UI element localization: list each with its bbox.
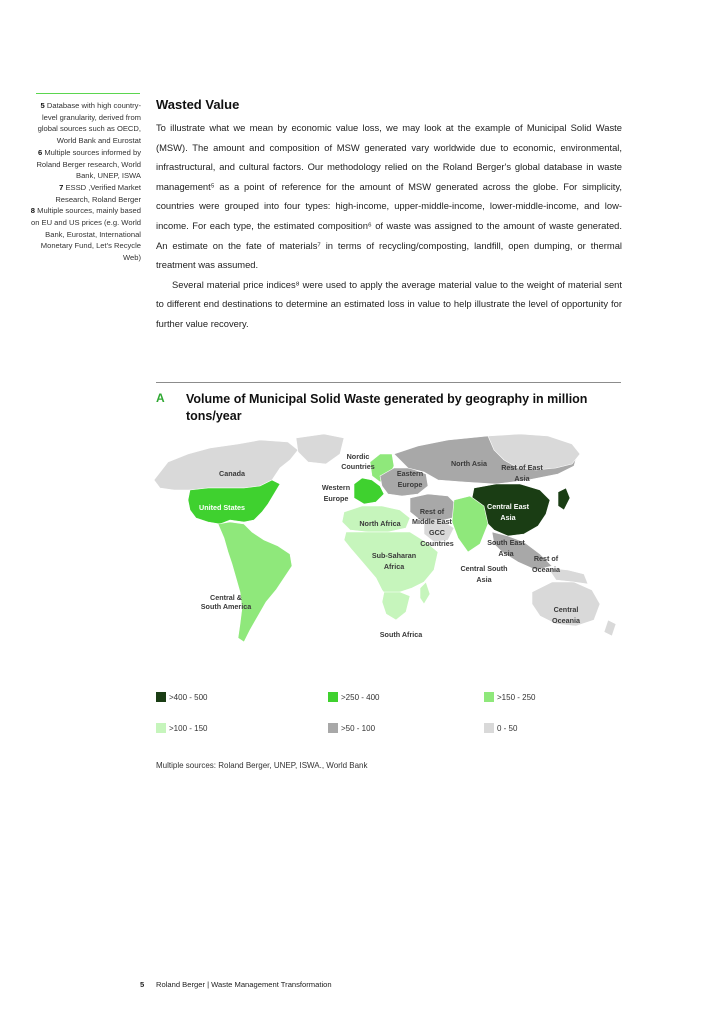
page-footer: [140, 980, 332, 989]
label-western-europe-2: Europe: [323, 494, 349, 503]
label-gcc-2: Countries: [420, 539, 454, 548]
legend-swatch: [328, 723, 338, 733]
label-central-east-asia-2: Asia: [500, 513, 516, 522]
map-legend: [156, 692, 626, 742]
label-central-east-asia-1: Central East: [487, 502, 529, 511]
legend-item-50-100: >50 - 100: [328, 723, 375, 733]
sidenote-8: 8 Multiple sources, mainly based on EU and US prices (e.g. World Bank, Eurostat, International Monetary Fund, Let's Recycle Web): [30, 206, 141, 263]
label-rest-oceania-2: Oceania: [532, 565, 560, 574]
page-number: 5: [140, 980, 145, 989]
label-sub-saharan-africa-2: Africa: [383, 562, 405, 571]
legend-item-400-500: >400 - 500: [156, 692, 207, 702]
paragraph-1: To illustrate what we mean by economic value loss, we may look at the example of Municipal Solid Waste (MSW). The amount and composition of MSW generated vary worldwide due to economic, environmental, infrastructural, and cultural factors. Our methodology relied on the Roland Berger's global database in waste management⁵ as a point of reference for the amount of MSW generated across the globe. For simplicity, countries were grouped into four types: high-income, upper-middle-income, lower-middle-income, and low-income. For each type, the estimated composition⁶ of waste was assigned to the amount of waste generated. An estimate on the fate of materials⁷ in terms of recycling/composting, landfill, open dumping, or thermal treatment was assumed.: [156, 122, 622, 271]
label-canada: Canada: [219, 469, 245, 478]
label-north-africa: North Africa: [359, 519, 401, 528]
region-madagascar: [420, 582, 430, 604]
label-nordic-2: Countries: [341, 462, 375, 471]
label-central-oceania-2: Oceania: [552, 616, 580, 625]
legend-item-0-50: 0 - 50: [484, 723, 517, 733]
region-new-zealand: [604, 620, 616, 636]
legend-item-150-250: >150 - 250: [484, 692, 535, 702]
legend-item-250-400: >250 - 400: [328, 692, 379, 702]
label-north-asia: North Asia: [450, 459, 488, 468]
region-japan: [558, 488, 570, 510]
sidenotes: [30, 100, 141, 264]
legend-swatch: [484, 692, 494, 702]
label-eastern-europe-1: Eastern: [396, 469, 424, 478]
region-south-africa: [382, 592, 410, 620]
legend-swatch: [156, 692, 166, 702]
label-central-south-america-2: South America: [200, 602, 252, 611]
region-central-south-america: [218, 522, 292, 642]
world-map: [148, 432, 624, 650]
article-body: [156, 118, 622, 334]
figure-divider: [156, 382, 621, 383]
label-sub-saharan-africa-1: Sub-Saharan: [371, 551, 417, 560]
legend-swatch: [156, 723, 166, 733]
figure-letter: A: [156, 391, 165, 405]
legend-swatch: [328, 692, 338, 702]
section-title: Wasted Value: [156, 97, 240, 112]
label-central-south-america-1: Central &: [210, 593, 242, 602]
label-rest-oceania-1: Rest of: [533, 554, 559, 563]
label-south-east-asia-2: Asia: [498, 549, 514, 558]
label-western-europe-1: Western: [321, 483, 351, 492]
label-gcc-1: GCC: [429, 528, 445, 537]
label-rest-middle-east-2: Middle East: [412, 517, 452, 526]
sidebar-divider: [36, 93, 140, 94]
footer-text: Roland Berger | Waste Management Transformation: [156, 980, 332, 989]
label-south-east-asia-1: South East: [487, 538, 525, 547]
label-nordic-1: Nordic: [346, 452, 370, 461]
label-central-oceania-1: Central: [553, 605, 579, 614]
sidenote-5: 5 Database with high country-level granularity, derived from global sources such as OECD, World Bank and Eurostat: [37, 101, 141, 146]
region-greenland: [296, 434, 344, 464]
label-south-africa: South Africa: [379, 630, 423, 639]
sidenote-6: 6 Multiple sources informed by Roland Berger research, World Bank, UNEP, ISWA: [36, 147, 141, 181]
label-rest-middle-east-1: Rest of: [419, 507, 445, 516]
label-eastern-europe-2: Europe: [397, 480, 423, 489]
label-rest-east-asia-2: Asia: [514, 474, 530, 483]
label-rest-east-asia-1: Rest of East: [501, 463, 543, 472]
label-united-states: United States: [199, 503, 245, 512]
sidenote-7: 7 ESSD ,Verified Market Research, Roland Berger: [55, 182, 141, 204]
label-central-south-asia-1: Central South: [460, 564, 508, 573]
label-central-south-asia-2: Asia: [476, 575, 492, 584]
legend-item-100-150: >100 - 150: [156, 723, 207, 733]
legend-swatch: [484, 723, 494, 733]
figure-title: Volume of Municipal Solid Waste generated by geography in million tons/year: [186, 392, 588, 423]
figure-source: Multiple sources: Roland Berger, UNEP, ISWA., World Bank: [156, 761, 368, 770]
paragraph-2: Several material price indices⁸ were used to apply the average material value to the weight of material sent to different end destinations to determine an estimated loss in value to help illustrate the level of opportunity for further value recovery.: [156, 278, 622, 329]
